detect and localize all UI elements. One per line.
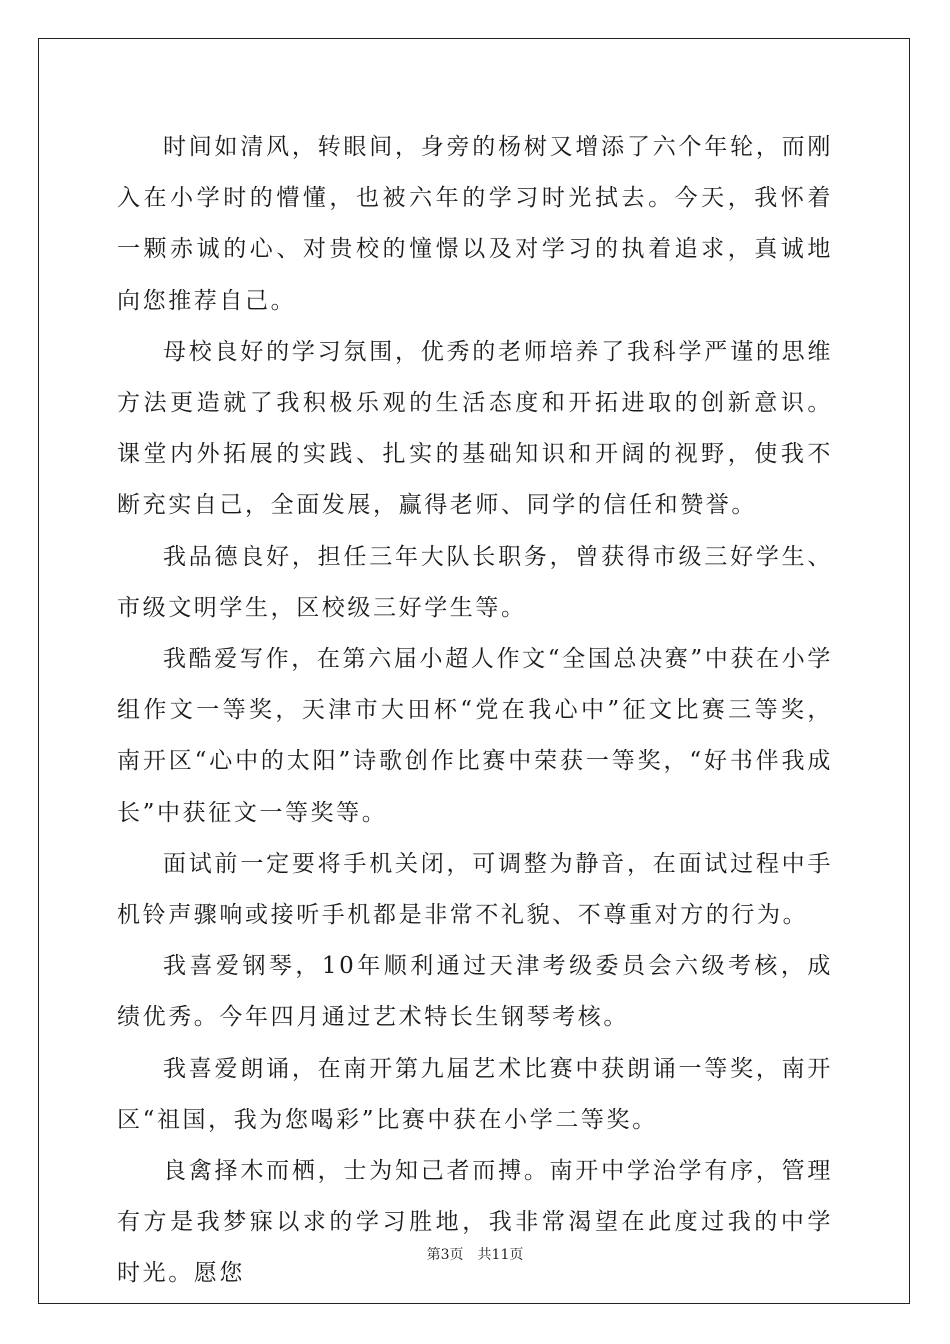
paragraph-5: 面试前一定要将手机关闭，可调整为静音，在面试过程中手机铃声骤响或接听手机都是非常不礼貌、不尊重对方的行为。 — [117, 850, 833, 929]
total-pages: 共11页 — [477, 1247, 524, 1263]
paragraph-8: 良禽择木而栖，士为知己者而搏。南开中学治学有序，管理有方是我梦寐以求的学习胜地，我非常渴望在此度过我的中学时光。愿您 — [117, 1158, 833, 1287]
current-page-number: 第3页 — [426, 1247, 464, 1263]
paragraph-1: 时间如清风，转眼间，身旁的杨树又增添了六个年轮，而刚入在小学时的懵懂，也被六年的学习时光拭去。今天，我怀着一颗赤诚的心、对贵校的憧憬以及对学习的执着追求，真诚地向您推荐自己。 — [117, 134, 833, 314]
paragraph-7: 我喜爱朗诵，在南开第九届艺术比赛中获朗诵一等奖，南开区“祖国，我为您喝彩”比赛中获在小学二等奖。 — [117, 1055, 833, 1133]
document-body — [117, 122, 833, 1300]
page-footer — [0, 1244, 950, 1264]
paragraph-6: 我喜爱钢琴，10年顺利通过天津考级委员会六级考核，成绩优秀。今年四月通过艺术特长生钢琴考核。 — [117, 953, 833, 1031]
paragraph-4: 我酷爱写作，在第六届小超人作文“全国总决赛”中获在小学组作文一等奖，天津市大田杯“党在我心中”征文比赛三等奖，南开区“心中的太阳”诗歌创作比赛中荣获一等奖，“好书伴我成长”中获征文一等奖等。 — [117, 646, 833, 826]
paragraph-3: 我品德良好，担任三年大队长职务，曾获得市级三好学生、市级文明学生，区校级三好学生等。 — [117, 543, 833, 621]
paragraph-2: 母校良好的学习氛围，优秀的老师培养了我科学严谨的思维方法更造就了我积极乐观的生活态度和开拓进取的创新意识。课堂内外拓展的实践、扎实的基础知识和开阔的视野，使我不断充实自己，全面发展，赢得老师、同学的信任和赞誉。 — [117, 338, 833, 519]
